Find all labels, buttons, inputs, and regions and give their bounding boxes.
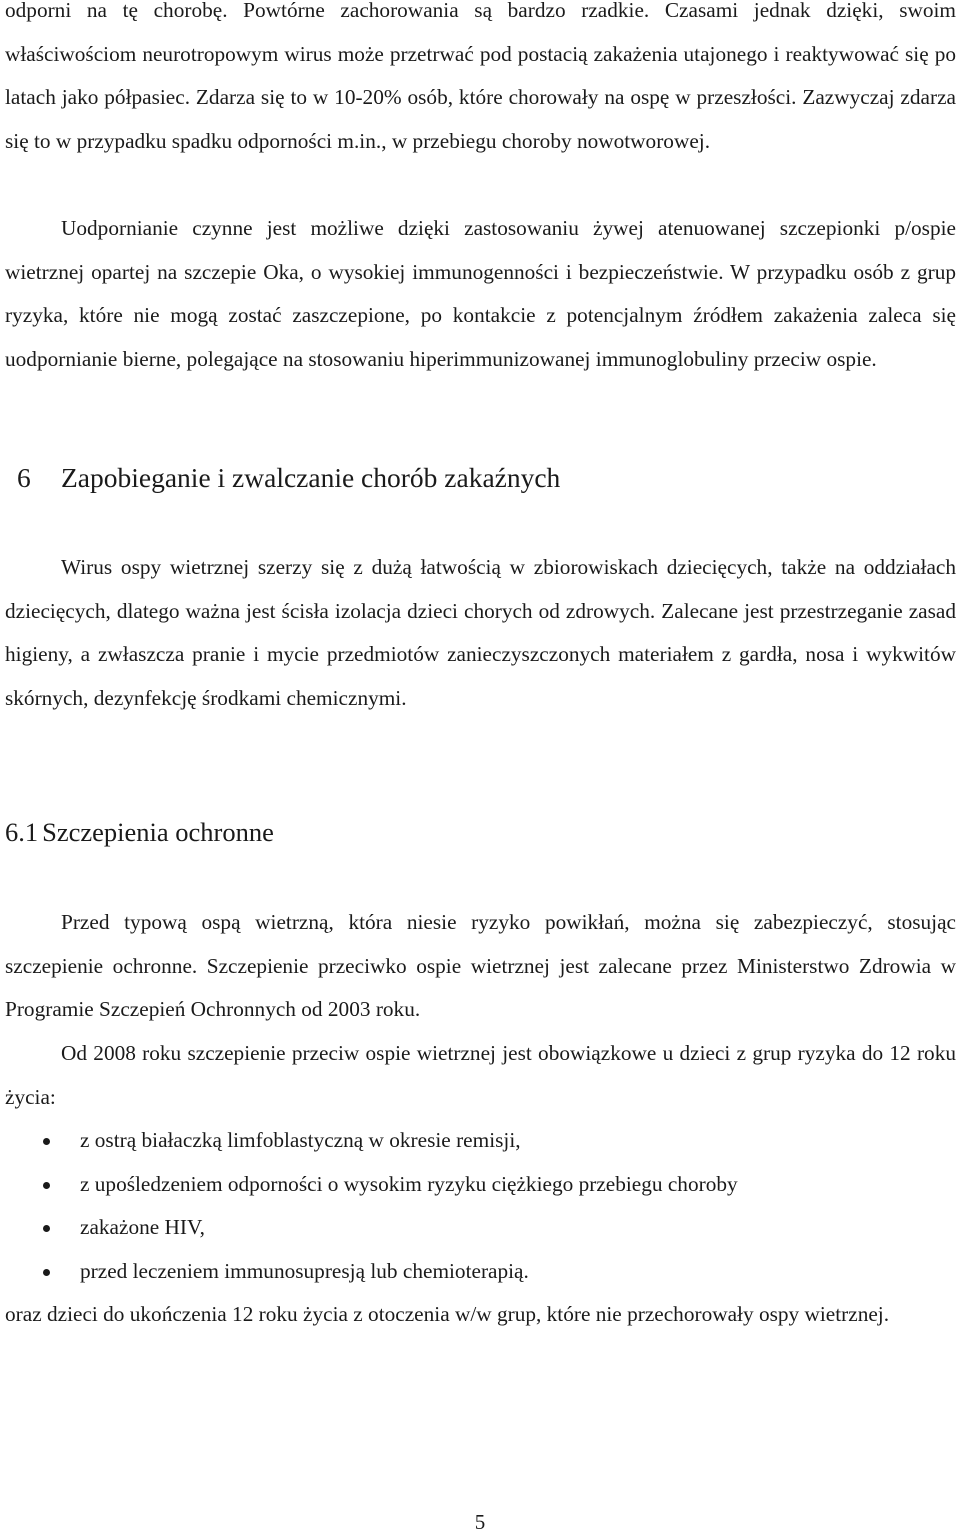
list-item (5, 1250, 956, 1294)
risk-group-list (5, 1119, 956, 1293)
page-number: 5 (474, 1510, 486, 1534)
subsection-title: Szczepienia ochronne (42, 817, 274, 847)
subsection-heading (5, 810, 274, 854)
list-item-text: z upośledzeniem odporności o wysokim ryzyku ciężkiego przebiegu choroby (80, 1171, 738, 1196)
list-item-text: przed leczeniem immunosupresją lub chemioterapią. (80, 1258, 529, 1283)
bullet-icon (43, 1182, 50, 1189)
list-item (5, 1206, 956, 1250)
bullet-icon (43, 1138, 50, 1145)
section-6-paragraph: Wirus ospy wietrznej szerzy się z dużą łatwością w zbiorowiskach dziecięcych, także na oddziałach dziecięcych, dlatego ważna jest ścisła izolacja dzieci chorych od zdrowych. Zalecane jest przestrzeganie zasad higieny, a zwłaszcza pranie i mycie przedmiotów zanieczyszczonych materiałem z gardła, nosa i wykwitów skórnych, dezynfekcję środkami chemicznymi. (5, 555, 956, 710)
list-item-text: zakażone HIV, (80, 1215, 205, 1240)
intro-paragraph: odporni na tę chorobę. Powtórne zachorowania są bardzo rzadkie. Czasami jednak dzięki, swoim właściwościom neurotropowym wirus może przetrwać pod postacią zakażenia utajonego i reaktywować się po latach jako półpasiec. Zdarza się to w 10-20% osób, które chorowały na ospę w przeszłości. Zazwyczaj zdarza się to w przypadku spadku odporności m.in., w przebiegu choroby nowotworowej. (5, 0, 956, 153)
immunization-paragraph: Uodpornianie czynne jest możliwe dzięki zastosowaniu żywej atenuowanej szczepionki p/ospie wietrznej opartej na szczepie Oka, o wysokiej immunogenności i bezpieczeństwie. W przypadku osób z grup ryzyka, które nie mogą zostać zaszczepione, po kontakcie z potencjalnym źródłem zakażenia zaleca się uodpornianie bierne, polegające na stosowaniu hiperimmunizowanej immunoglobuliny przeciw ospie. (5, 216, 956, 371)
subsection-6-1-paragraph-2: Od 2008 roku szczepienie przeciw ospie wietrznej jest obowiązkowe u dzieci z grup ryzyka do 12 roku życia: (5, 1041, 956, 1109)
list-item-text: z ostrą białaczką limfoblastyczną w okresie remisji, (80, 1128, 521, 1152)
subsection-number: 6.1 (5, 817, 39, 847)
list-item (5, 1119, 956, 1163)
bullet-icon (43, 1269, 50, 1276)
bullet-icon (43, 1225, 50, 1232)
subsection-6-1-paragraph-1: Przed typową ospą wietrzną, która niesie ryzyko powikłań, można się zabezpieczyć, stosując szczepienie ochronne. Szczepienie przeciwko ospie wietrznej jest zalecane przez Ministerstwo Zdrowia w Programie Szczepień Ochronnych od 2003 roku. (5, 910, 956, 1022)
section-number: 6 (17, 462, 31, 493)
list-item (5, 1163, 956, 1207)
section-title: Zapobieganie i zwalczanie chorób zakaźnych (61, 462, 561, 493)
section-heading (17, 456, 560, 500)
closing-paragraph: oraz dzieci do ukończenia 12 roku życia z otoczenia w/w grup, które nie przechorowały ospy wietrznej. (5, 1302, 890, 1326)
